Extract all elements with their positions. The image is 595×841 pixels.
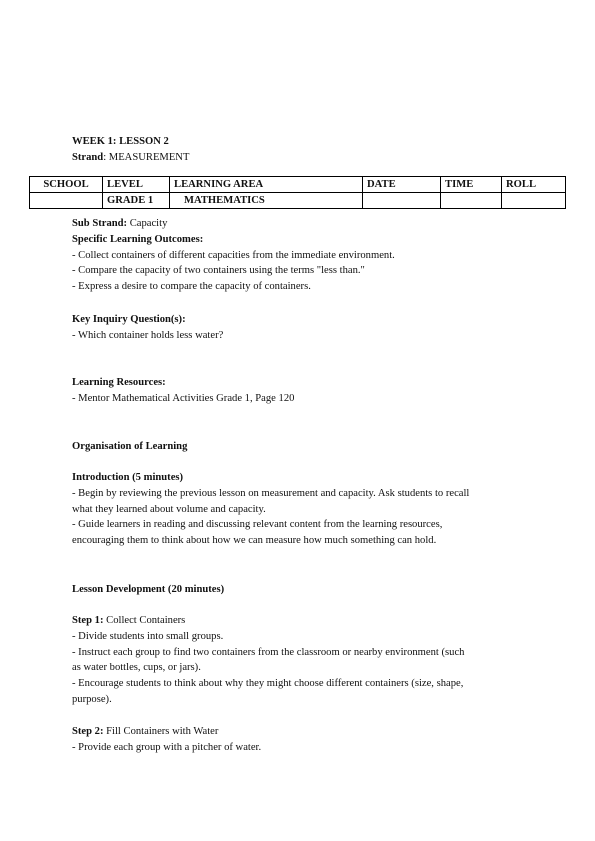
- step2-label: Step 2:: [72, 726, 104, 737]
- step1-line: - Divide students into small groups.: [72, 630, 224, 642]
- value-learning-area: MATHEMATICS: [170, 193, 363, 209]
- header-level: LEVEL: [103, 177, 170, 193]
- header-learning-area: LEARNING AREA: [170, 177, 363, 193]
- inquiry-item: - Which container holds less water?: [72, 329, 224, 341]
- sub-strand-line: [72, 216, 532, 232]
- value-date: [363, 193, 441, 209]
- resources-section: [72, 375, 532, 407]
- step1-label: Step 1:: [72, 615, 104, 626]
- sub-strand-label: Sub Strand:: [72, 218, 128, 229]
- step1-line: purpose).: [72, 693, 112, 705]
- value-time: [441, 193, 502, 209]
- outcome-item: - Compare the capacity of two containers using the terms "less than.": [72, 265, 365, 277]
- outcomes-heading: Specific Learning Outcomes:: [72, 233, 204, 245]
- step1-line: - Encourage students to think about why they might choose different containers (size, shape,: [72, 678, 464, 690]
- introduction-heading: Introduction (5 minutes): [72, 472, 184, 483]
- value-roll: [502, 193, 566, 209]
- header-date: DATE: [363, 177, 441, 193]
- outcomes-section: [72, 216, 532, 295]
- development-section: [72, 582, 532, 598]
- resources-item: - Mentor Mathematical Activities Grade 1, Page 120: [72, 392, 295, 404]
- info-table-value-row: [30, 193, 566, 209]
- step1-title-line: [72, 613, 532, 629]
- header-roll: ROLL: [502, 177, 566, 193]
- introduction-line: what they learned about volume and capacity.: [72, 503, 266, 515]
- inquiry-section: [72, 312, 532, 344]
- strand-value: : MEASUREMENT: [103, 151, 190, 163]
- step1-section: [72, 613, 532, 708]
- step1-line: - Instruct each group to find two containers from the classroom or nearby environment (such: [72, 646, 465, 658]
- lesson-title: WEEK 1: LESSON 2: [72, 136, 169, 147]
- strand-line: [72, 150, 532, 166]
- inquiry-heading: Key Inquiry Question(s):: [72, 314, 186, 325]
- step2-title: Fill Containers with Water: [103, 726, 219, 737]
- sub-strand-value: Capacity: [127, 218, 168, 229]
- step1-title: Collect Containers: [103, 615, 186, 626]
- resources-heading: Learning Resources:: [72, 377, 166, 388]
- header-school: SCHOOL: [30, 177, 103, 193]
- step2-title-line: [72, 724, 532, 740]
- outcome-item: - Express a desire to compare the capacity of containers.: [72, 281, 311, 293]
- step1-line: as water bottles, cups, or jars).: [72, 662, 201, 674]
- value-school: [30, 193, 103, 209]
- step2-section: [72, 724, 532, 756]
- strand-label: Strand: [72, 151, 104, 163]
- organisation-heading: Organisation of Learning: [72, 441, 188, 452]
- lesson-info-table: [29, 176, 566, 209]
- introduction-section: [72, 470, 532, 549]
- development-heading: Lesson Development (20 minutes): [72, 584, 225, 595]
- introduction-line: - Guide learners in reading and discussing relevant content from the learning resources,: [72, 519, 443, 531]
- organisation-section: [72, 439, 532, 455]
- lesson-header: [72, 134, 532, 166]
- info-table-header-row: [30, 177, 566, 193]
- introduction-line: encouraging them to think about how we can measure how much something can hold.: [72, 535, 437, 547]
- header-time: TIME: [441, 177, 502, 193]
- step2-line: - Provide each group with a pitcher of water.: [72, 741, 262, 753]
- value-level: GRADE 1: [103, 193, 170, 209]
- outcome-item: - Collect containers of different capacities from the immediate environment.: [72, 249, 395, 261]
- introduction-line: - Begin by reviewing the previous lesson on measurement and capacity. Ask students to recall: [72, 487, 470, 499]
